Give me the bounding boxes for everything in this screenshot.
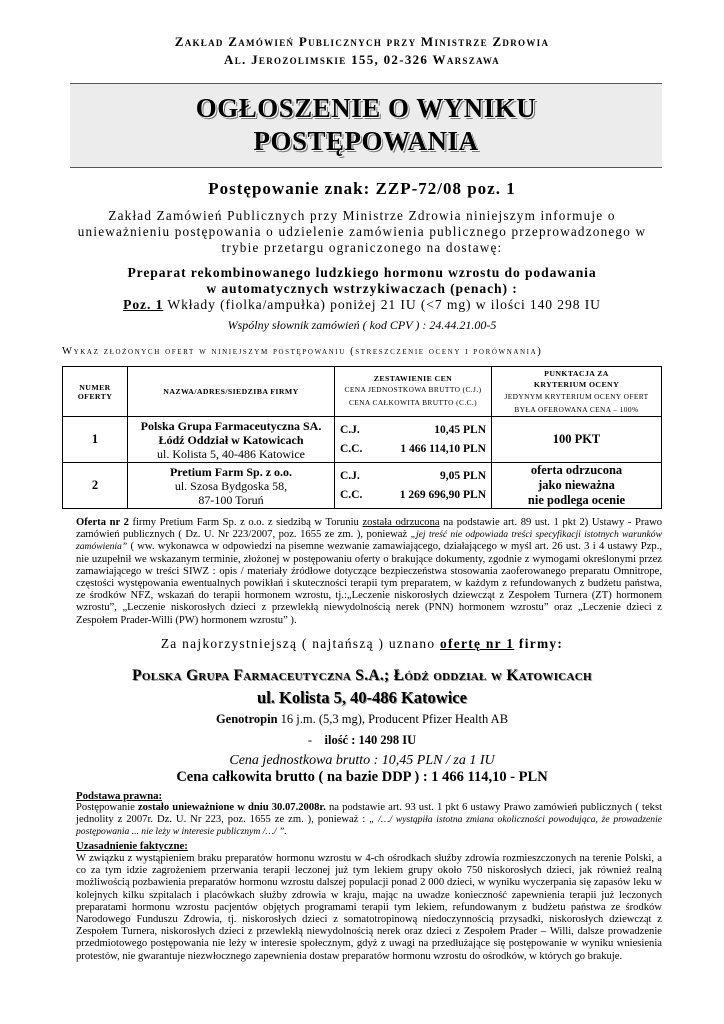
winner-name: Polska Grupa Farmaceutyczna S.A.; Łódź oddział w Katowicach	[132, 667, 592, 684]
legal-text-2: na podstawie art. 93 ust. 1 pkt 6 ustawy Prawo zamówień publicznych ( tekst jednolity z 2007r. Dz. U. Nr 223, poz. 1655 ze zm. ), ponieważ :	[76, 802, 663, 826]
row2-points-line3: nie podlega ocenie	[527, 493, 626, 507]
row2-firm	[128, 463, 335, 509]
quantity-value: ilość : 140 298 IU	[324, 733, 417, 747]
row1-cc-value: 1 466 114,10 PLN	[400, 443, 486, 455]
winner-unit-price: Cena jednostkowa brutto : 10,45 PLN / za 1 IU	[229, 753, 495, 768]
row2-cj-label: C.J.	[340, 470, 360, 482]
row1-firm-branch: Łódź Oddział w Katowicach	[158, 432, 304, 447]
lead-line-3: trybie przetargu ograniczonego na dostawę:	[221, 240, 503, 255]
row2-cj-value: 9,05 PLN	[440, 470, 486, 482]
winner-address: ul. Kolista 5, 40-486 Katowice	[257, 688, 467, 707]
legal-basis-title: Podstawa prawna:	[76, 790, 163, 802]
title-box	[70, 83, 662, 168]
best-offer-text-2: firmy:	[514, 636, 564, 651]
row1-points	[492, 417, 662, 463]
title-line-2: POSTĘPOWANIA	[253, 126, 479, 156]
winner-product-name: Genotropin	[215, 712, 278, 726]
offer-2-rejection-note	[76, 517, 662, 627]
row1-firm	[128, 417, 335, 463]
product-line-1: Preparat rekombinowanego ludzkiego hormonu wzrostu do podawania	[127, 265, 597, 280]
table-row	[63, 463, 662, 509]
best-offer-text-1: Za najkorzystniejszą ( najtańszą ) uznano	[160, 636, 440, 651]
offer-2-rejected: została odrzucona	[362, 517, 440, 528]
header-prices-sub2: CENA CAŁKOWITA BRUTTO (C.C.)	[348, 398, 478, 407]
position-text: Wkłady (fiolka/ampułka) poniżej 21 IU (<7 mg) w ilości 140 298 IU	[163, 297, 601, 312]
header-prices-sub1: CENA JEDNOSTKOWA BRUTTO (C.J.)	[344, 385, 482, 394]
cpv-code: Wspólny słownik zamówień ( kod CPV ) : 24.44.21.00-5	[227, 318, 497, 332]
position-label: Poz. 1	[123, 297, 164, 312]
row2-number: 2	[63, 463, 128, 509]
row1-points-line1: 100 PKT	[552, 432, 601, 446]
offer-2-label: Oferta nr 2	[76, 517, 129, 528]
header-prices-title: ZESTAWIENIE CEN	[373, 374, 453, 383]
header-points	[492, 367, 662, 417]
row2-cc-label: C.C.	[340, 489, 363, 501]
offers-table	[62, 366, 662, 509]
row2-firm-street: ul. Szosa Bydgoska 58,	[174, 478, 288, 493]
header-points-title: PUNKTACJA ZA KRYTERIUM OCENY	[533, 368, 620, 389]
row1-firm-address: ul. Kolista 5, 40-486 Katowice	[157, 446, 305, 461]
legal-text-1: Postępowanie	[76, 802, 138, 813]
row1-cc-label: C.C.	[340, 443, 363, 455]
best-offer-line	[0, 636, 724, 652]
legal-quote: „ /…/ wystąpiła istotna zmiana okoliczności powodująca, że prowadzenie postępowania ... nie leży w interesie publicznym /…/ ”.	[76, 814, 662, 838]
row2-points-line1: oferta odrzucona	[530, 463, 623, 477]
best-offer-number: ofertę nr 1	[439, 636, 515, 651]
row1-number: 1	[63, 417, 128, 463]
row2-firm-name: Pretium Farm Sp. z o.o.	[169, 464, 293, 479]
product-position	[0, 297, 724, 313]
row2-points-line2: jako nieważna	[538, 478, 615, 492]
row2-cc-value: 1 269 696,90 PLN	[399, 489, 486, 501]
row1-prices	[335, 417, 492, 463]
winner-quantity	[0, 733, 724, 748]
header-number: NUMER OFERTY	[63, 367, 128, 417]
winner-product-rest: 16 j.m. (5,3 mg), Producent Pfizer Health AB	[277, 712, 509, 726]
offer-2-quote: „jej treść nie odpowiada treści specyfikacji istotnych warunków zamówienia”	[76, 529, 662, 553]
winner-total-price: Cena całkowita brutto ( na bazie DDP ) : 1 466 114,10 - PLN	[176, 769, 548, 785]
title-line-1: OGŁOSZENIE O WYNIKU	[195, 93, 537, 123]
row2-firm-city: 87-100 Toruń	[198, 492, 264, 507]
row2-prices	[335, 463, 492, 509]
header-line-2: Al. Jerozolimskie 155, 02-326 Warszawa	[224, 52, 500, 67]
header-points-sub1: JEDYNYM KRYTERIUM OCENY OFERT	[504, 391, 649, 401]
legal-basis-text	[76, 802, 662, 839]
lead-line-2: unieważnieniu postępowania o udzielenie zamówienia publicznego przeprowadzonego w	[77, 224, 647, 239]
header-line-1: Zakład Zamówień Publicznych przy Ministrze Zdrowia	[174, 34, 550, 49]
header-points-sub2: BYŁA OFEROWANA CENA – 100%	[514, 404, 639, 414]
lead-line-1: Zakład Zamówień Publicznych przy Ministrze Zdrowia niniejszym informuje o	[108, 208, 616, 223]
table-header-row	[63, 367, 662, 417]
factual-grounds-title: Uzasadnienie faktyczne:	[76, 840, 188, 852]
table-row	[63, 417, 662, 463]
header-firm: NAZWA/ADRES/SIEDZIBA FIRMY	[128, 367, 335, 417]
row1-cj-value: 10,45 PLN	[434, 424, 486, 436]
offer-2-text-2: na podstawie art. 89 ust. 1 pkt 2) Ustawy - Prawo zamówień publicznych ( Dz. U. Nr 223/2007, poz. 1655 ze zm. ), ponieważ	[76, 517, 663, 541]
quantity-dash: -	[307, 733, 312, 747]
product-line-2: w automatycznych wstrzykiwaczach (penach) :	[206, 281, 518, 296]
winner-product	[0, 712, 724, 727]
row1-firm-name: Polska Grupa Farmaceutyczna SA.	[140, 418, 322, 433]
offers-heading: Wykaz złożonych ofert w niniejszym postępowaniu (streszczenie oceny i porównania)	[62, 346, 543, 357]
procedure-signature: Postępowanie znak: ZZP-72/08 poz. 1	[208, 179, 516, 198]
legal-cancel-date: zostało unieważnione w dniu 30.07.2008r.	[137, 802, 326, 813]
row1-cj-label: C.J.	[340, 424, 360, 436]
offer-2-text-3: ( ww. wykonawca w odpowiedzi na pisemne wezwanie zamawiającego, działającego w myśl art. 26 ust. 3 i 4 ustawy Pzp., nie uzupełnił we wskazanym terminie, złożonej w postępowaniu oferty o brakujące dokumenty, zgodnie z wymogami określonymi przez zamawiającego w treści SIWZ : opis / materiały źródłowe dotyczące bezpieczeństwa stosowania zaoferowanego preparatu Omnitrope, częstości występowania ewentualnych powikłań i skuteczności terapii tym preparatem, w każdym z refundowanych z budżetu państwa, ze środków NFZ, wskazań do terapii hormonem wzrostu, tj.:„Leczenie niskorosłych dziewcząt z Zespołem Turnera (ZT) hormonem wzrostu”, „Leczenie niskorosłych dzieci z przewlekłą niewydolnością nerek (PNN) hormonem wzrostu” oraz „Leczenie dzieci z Zespołem Prader-Willi (PW) hormonem wzrostu” ).	[76, 541, 662, 626]
offer-2-text-1: firmy Pretium Farm Sp. z o.o. z siedzibą w Toruniu	[128, 517, 363, 528]
factual-grounds-text: W związku z wystąpieniem braku preparatów hormonu wzrostu w 4-ch ośrodkach służby zdrowia rozmieszczonych na terenie Polski, a co za tym idzie zagrożeniem przerwania terapii leczonej już tym lekiem grupy około 750 niskorosłych dzieci, jak również realną możliwością pozbawienia preparatów hormonu wzrostu dalszej populacji ponad 2 000 dzieci, w wyniku wyczerpania się zapasów leku w kolejnych kilku szpitalach i placówkach służby zdrowia w kraju, mając na uwadze konieczność zapewnienia terapii już leczonych preparatami hormonu wzrostu pacjentów objętych programami terapii tym lekiem, refundowanym z budżetu państwa ze środków Narodowego Funduszu Zdrowia, tj. niskorosłych dzieci z somatotropinową niedoczynnością przysadki, niskorosłych dziewcząt z Zespołem Turnera, niskorosłych dzieci z przewlekłą niewydolnością nerek oraz dzieci z Zespołem Prader – Willi, dalsze prowadzenie przedmiotowego postępowania nie leży w interesie społecznym, gdyż z uwagi na przedłużające się postępowanie w wyniku wniesienia protestów, nie gwarantuje niezwłocznego zapewnienia dostaw preparatów hormonu wzrostu do ośrodków, w których go brakuje.	[76, 853, 662, 962]
row2-points	[492, 463, 662, 509]
header-prices	[335, 367, 492, 417]
